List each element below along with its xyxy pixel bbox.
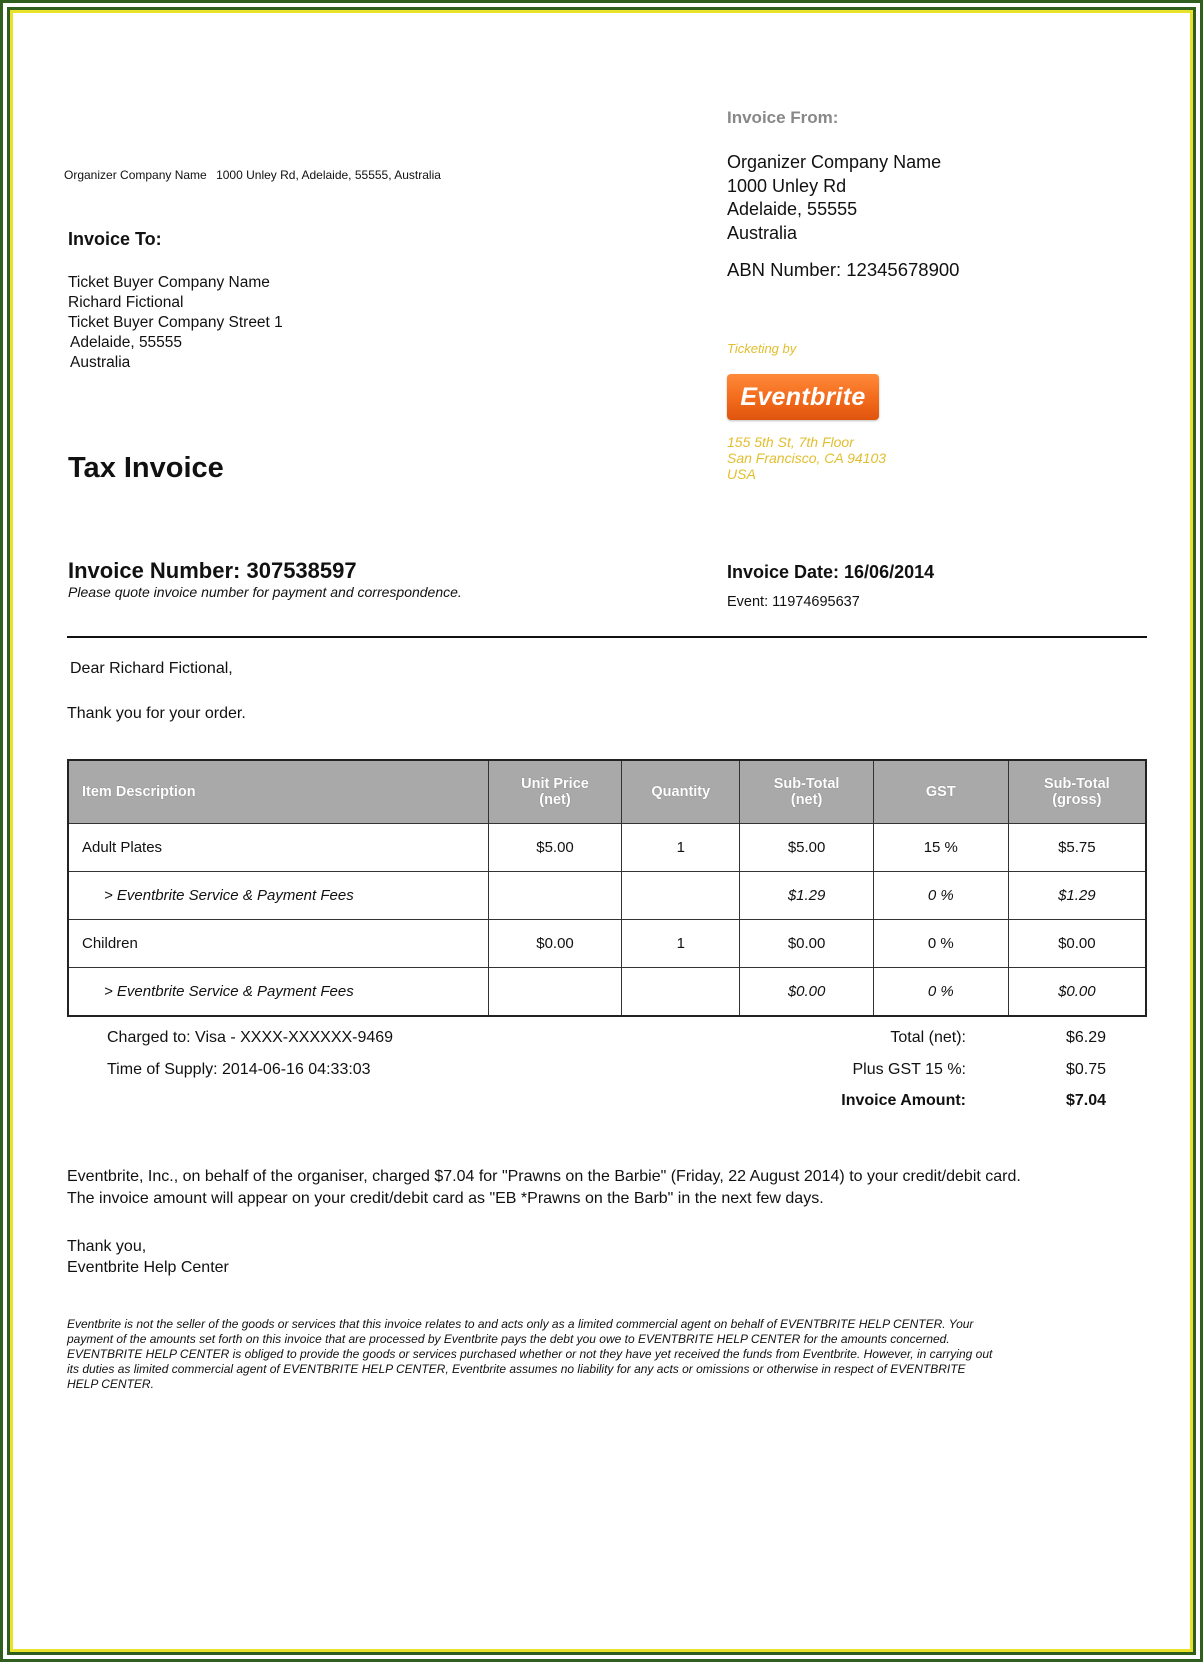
- col-header-gst: GST: [873, 760, 1008, 824]
- disclaimer-line: payment of the amounts set forth on this invoice that are processed by Eventbrite pays the debt you owe to EVENTBRITE HELP CENTER for the amounts concerned.: [67, 1332, 950, 1346]
- cell-subtotal-net: $1.29: [740, 872, 874, 920]
- invoice-amount-label: Invoice Amount:: [841, 1092, 966, 1109]
- organizer-name: Organizer Company Name: [727, 152, 942, 172]
- organizer-header: [64, 168, 441, 182]
- buyer-city: Adelaide, 55555: [70, 334, 183, 351]
- invoice-amount-row: [780, 1085, 1110, 1117]
- organizer-street: 1000 Unley Rd: [727, 175, 847, 196]
- col-header-unit-price: Unit Price (net): [488, 760, 622, 824]
- disclaimer-line: EVENTBRITE HELP CENTER is obliged to provide the goods or services purchased whether or not they have yet received the funds from Eventbrite. However, in carrying out: [67, 1347, 993, 1361]
- table-row: [68, 920, 1146, 968]
- invoice-from-label: Invoice From:: [727, 108, 839, 127]
- eventbrite-street: 155 5th St, 7th Floor: [727, 434, 854, 450]
- organizer-address-small: 1000 Unley Rd, Adelaide, 55555, Australia: [216, 168, 441, 182]
- invoice-to-address: [68, 273, 283, 373]
- cell-subtotal-gross: $0.00: [1008, 920, 1146, 968]
- total-net-value: $6.29: [1065, 1029, 1106, 1046]
- table-row: [68, 872, 1146, 920]
- disclaimer-line: its duties as limited commercial agent of EVENTBRITE HELP CENTER, Eventbrite assumes no liability for any acts or omissions or otherwise in respect of EVENTBRITE: [67, 1362, 966, 1376]
- charge-line-1: Eventbrite, Inc., on behalf of the organiser, charged $7.04 for "Prawns on the Barbie" (Friday, 22 August 2014) to your credit/debit card.: [67, 1168, 1021, 1185]
- cell-quantity: [622, 968, 740, 1017]
- table-row: [68, 824, 1146, 872]
- event-id: Event: 11974695637: [727, 594, 860, 610]
- cell-subtotal-net: $0.00: [740, 920, 874, 968]
- charge-explanation: [67, 1166, 1147, 1210]
- signoff-sender: Eventbrite Help Center: [67, 1259, 229, 1276]
- cell-subtotal-gross: $0.00: [1008, 968, 1146, 1017]
- col-header-subtotal-net: Sub-Total (net): [740, 760, 874, 824]
- eventbrite-city: San Francisco, CA 94103: [727, 450, 887, 466]
- eventbrite-logo: [727, 374, 879, 420]
- cell-quantity: 1: [622, 920, 740, 968]
- buyer-country: Australia: [70, 354, 131, 371]
- thank-you-line: Thank you for your order.: [67, 705, 246, 722]
- cell-subtotal-gross: $5.75: [1008, 824, 1146, 872]
- charge-line-2: The invoice amount will appear on your credit/debit card as "EB *Prawns on the Barb" in the next few days.: [67, 1190, 824, 1207]
- disclaimer-line: HELP CENTER.: [67, 1377, 154, 1391]
- cell-quantity: [622, 872, 740, 920]
- legal-disclaimer: [67, 1317, 1137, 1392]
- document-title: Tax Invoice: [68, 452, 224, 484]
- invoice-to-label: Invoice To:: [68, 229, 162, 249]
- cell-unit-price: $5.00: [488, 824, 622, 872]
- col-header-quantity: Quantity: [622, 760, 740, 824]
- cell-description: > Eventbrite Service & Payment Fees: [68, 968, 488, 1017]
- cell-description: Children: [68, 920, 488, 968]
- payment-details: [107, 1022, 393, 1086]
- eventbrite-logo-text: Eventbrite: [740, 382, 866, 411]
- invoice-number: Invoice Number: 307538597: [68, 558, 357, 583]
- eventbrite-address: [727, 434, 886, 482]
- time-of-supply: Time of Supply: 2014-06-16 04:33:03: [107, 1061, 371, 1078]
- cell-unit-price: [488, 968, 622, 1017]
- table-header-row: [68, 760, 1146, 824]
- cell-gst: 0 %: [873, 872, 1008, 920]
- cell-description: > Eventbrite Service & Payment Fees: [68, 872, 488, 920]
- signoff: [67, 1236, 229, 1278]
- gst-value: $0.75: [1065, 1060, 1106, 1078]
- disclaimer-line: Eventbrite is not the seller of the goods or services that this invoice relates to and acts only as a limited commercial agent on behalf of EVENTBRITE HELP CENTER. Your: [67, 1317, 974, 1331]
- abn-number: ABN Number: 12345678900: [727, 259, 960, 280]
- eventbrite-country: USA: [727, 466, 756, 482]
- col-header-subtotal-gross: Sub-Total (gross): [1008, 760, 1146, 824]
- divider: [67, 636, 1147, 638]
- col-header-item-description: Item Description: [68, 760, 488, 824]
- buyer-street: Ticket Buyer Company Street 1: [68, 314, 283, 331]
- cell-subtotal-gross: $1.29: [1008, 872, 1146, 920]
- gst-label: Plus GST 15 %:: [852, 1060, 966, 1078]
- gst-row: [780, 1054, 1110, 1086]
- cell-subtotal-net: $0.00: [740, 968, 874, 1017]
- total-net-label: Total (net):: [890, 1029, 966, 1046]
- line-items-table: [67, 759, 1147, 1017]
- total-net-row: [780, 1022, 1110, 1054]
- table-row: [68, 968, 1146, 1017]
- cell-unit-price: $0.00: [488, 920, 622, 968]
- cell-unit-price: [488, 872, 622, 920]
- organizer-country: Australia: [727, 222, 798, 243]
- invoice-number-note: Please quote invoice number for payment and correspondence.: [68, 584, 462, 600]
- greeting: Dear Richard Fictional,: [70, 660, 233, 677]
- invoice-date: Invoice Date: 16/06/2014: [727, 562, 935, 582]
- invoice-amount-value: $7.04: [1065, 1092, 1106, 1109]
- charged-to: Charged to: Visa - XXXX-XXXXXX-9469: [107, 1029, 394, 1046]
- organizer-city: Adelaide, 55555: [727, 199, 858, 219]
- signoff-thanks: Thank you,: [67, 1238, 147, 1255]
- cell-gst: 15 %: [873, 824, 1008, 872]
- cell-subtotal-net: $5.00: [740, 824, 874, 872]
- cell-quantity: 1: [622, 824, 740, 872]
- ticketing-by-label: Ticketing by: [727, 341, 797, 356]
- cell-description: Adult Plates: [68, 824, 488, 872]
- buyer-name: Richard Fictional: [68, 294, 184, 311]
- totals-block: [780, 1022, 1110, 1117]
- organizer-name-small: Organizer Company Name: [64, 168, 207, 182]
- cell-gst: 0 %: [873, 920, 1008, 968]
- invoice-from-address: [727, 151, 941, 245]
- buyer-company: Ticket Buyer Company Name: [68, 274, 270, 291]
- cell-gst: 0 %: [873, 968, 1008, 1017]
